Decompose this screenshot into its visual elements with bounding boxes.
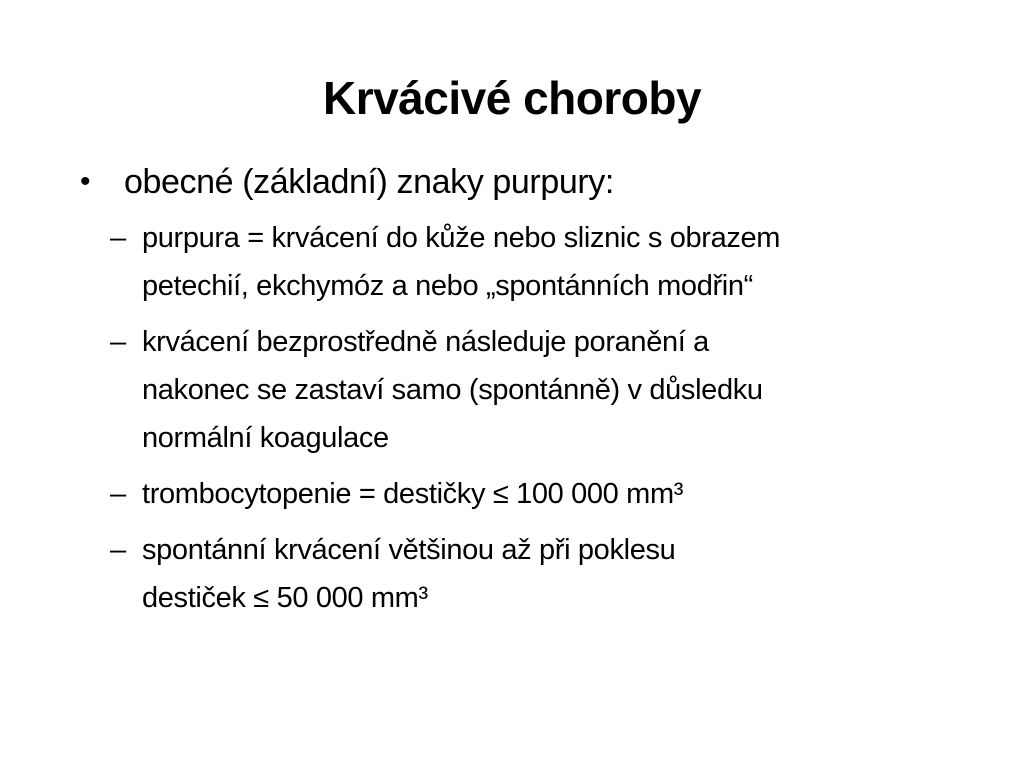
sub-item-line: nakonec se zastaví samo (spontánně) v důsledku xyxy=(142,374,763,406)
sub-item-line: petechií, ekchymóz a nebo „spontánních modřin“ xyxy=(142,270,753,302)
dash-icon: – xyxy=(110,222,126,254)
sub-item-line: spontánní krvácení většinou až při poklesu xyxy=(142,534,676,566)
dash-icon: – xyxy=(110,534,126,566)
bullet-item xyxy=(60,158,960,206)
sub-item-line: trombocytopenie = destičky ≤ 100 000 mm³ xyxy=(142,478,684,510)
dash-icon: – xyxy=(110,478,126,510)
slide-content xyxy=(60,158,960,630)
sub-item-line: destiček ≤ 50 000 mm³ xyxy=(142,582,428,614)
sub-item-spontaneous-bleeding xyxy=(60,526,960,622)
bullet-text: obecné (základní) znaky purpury: xyxy=(124,163,614,201)
bullet-icon: • xyxy=(80,165,91,198)
sub-item-purpura xyxy=(60,214,960,310)
sub-item-line: normální koagulace xyxy=(142,422,389,454)
sub-item-line: krvácení bezprostředně následuje poranění a xyxy=(142,326,709,358)
sub-item-line: purpura = krvácení do kůže nebo sliznic s obrazem xyxy=(142,222,781,254)
sub-item-thrombocytopenia xyxy=(60,470,960,518)
slide-title: Krvácivé choroby xyxy=(322,72,702,124)
dash-icon: – xyxy=(110,326,126,358)
sub-item-bleeding xyxy=(60,318,960,462)
